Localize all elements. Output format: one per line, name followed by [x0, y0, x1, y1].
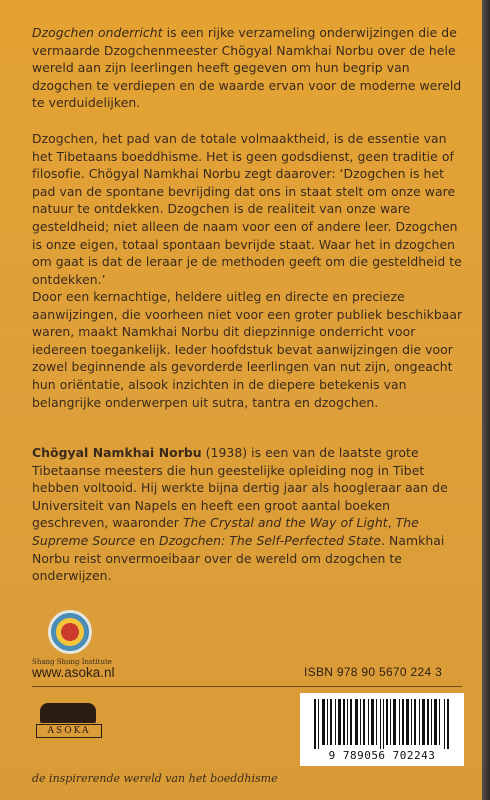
description-paragraph-2 — [32, 130, 464, 288]
publisher-name: ASOKA — [36, 724, 102, 738]
bio-outro: . Namkhai Norbu reist onvermoeibaar over de wereld om dzogchen te onderwijzen. — [32, 532, 445, 584]
book-spine-edge — [482, 0, 490, 800]
isbn-number: ISBN 978 90 5670 224 3 — [304, 665, 443, 679]
description-text-3: Door een kernachtige, heldere uitleg en directe en precieze aanwijzingen, die voorheen niet voor een groter publiek beschikbaar waren, maakt Namkhai Norbu dit diepzinnige onderricht voor iedereen toegankelijk. Ieder hoofdstuk bevat aanwijzingen die voor zowel beginnende als gevorderde leerlingen van nut zijn, ongeacht hun oriëntatie, alsook inzichten in de diepere betekenis van belangrijke onderwerpen uit sutra, tantra en dzogchen. — [32, 289, 463, 410]
barcode-number: 9 789056 702243 — [328, 749, 436, 762]
shang-shung-logo-icon — [48, 610, 92, 654]
barcode-icon — [314, 699, 450, 749]
author-bio — [32, 444, 464, 585]
book-title-3: Dzogchen: The Self-Perfected State — [159, 532, 382, 548]
book-title-2: The Supreme Source — [32, 515, 419, 548]
asoka-lion-icon — [40, 703, 96, 723]
description-paragraph-3 — [32, 288, 464, 411]
logo-label: Shang Shung Institute — [32, 658, 112, 666]
separator: , — [387, 515, 396, 531]
author-name: Chögyal Namkhai Norbu — [32, 445, 202, 460]
barcode — [300, 693, 464, 766]
book-title-italic: Dzogchen onderricht — [32, 25, 163, 40]
book-title-1: The Crystal and the Way of Light — [182, 515, 388, 531]
divider — [32, 686, 462, 687]
quote-text: Dzogchen, het pad van de totale volmaaktheid, is de essentie van het Tibetaans boeddhisme. Het is geen godsdienst, geen traditie of filosofie. Chögyal Namkhai Norbu zegt daarover: ‘Dzogchen is het pad van de spontane bevrijding dat ons in staat stelt om onze ware natuur te ontdekken. Dzogchen is de realiteit van onze ware gesteldheid; niet alleen de naam voor een of andere leer. Dzogchen is onze eigen, totaal spontaan bevrijde staat. Waar het in dzogchen om gaat is dat de leraar je de methoden geeft om die gesteldheid te ontdekken.’ — [32, 131, 462, 287]
bio-intro: (1938) is een van de laatste grote Tibetaanse meesters die hun geestelijke opleiding nog in Tibet hebben voltooid. Hij werkte bijna dertig jaar als hoogleraar aan de Universiteit van Napels en heeft een groot aantal boeken geschreven, waaronder — [32, 445, 448, 531]
publisher-logo — [32, 703, 104, 739]
separator: en — [135, 532, 160, 548]
publisher-tagline: de inspirerende wereld van het boeddhisme — [32, 772, 278, 785]
website-link[interactable]: www.asoka.nl — [32, 665, 115, 680]
description-text: is een rijke verzameling onderwijzingen die de vermaarde Dzogchenmeester Chögyal Namkhai Norbu over de hele wereld aan zijn leerlingen heeft gegeven om hun begrip van dzogchen te verdiepen en de waarde ervan voor de moderne wereld te verduidelijken. — [32, 25, 462, 111]
description-paragraph-1 — [32, 24, 464, 112]
